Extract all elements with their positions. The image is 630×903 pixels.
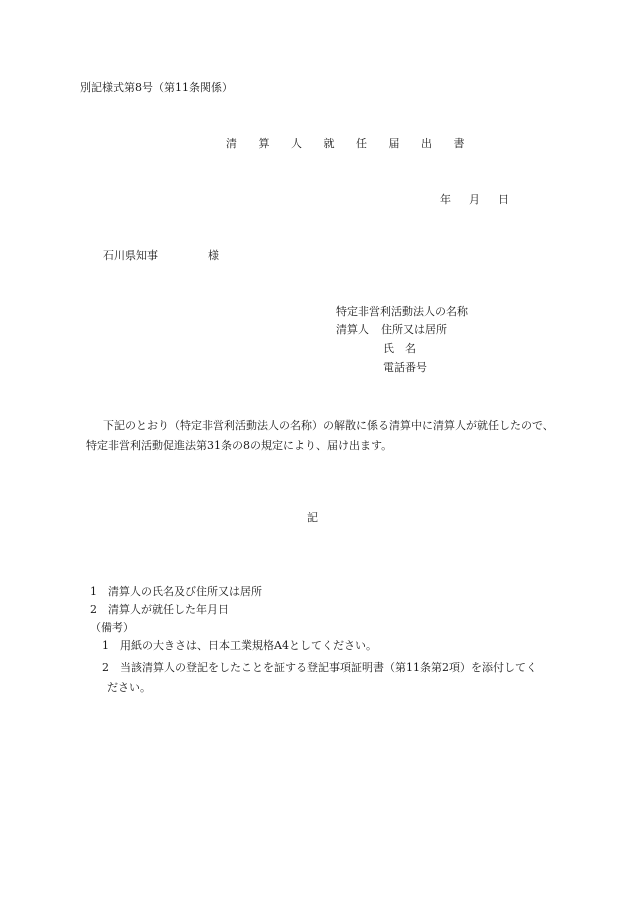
form-number: 別記様式第8号（第11条関係）	[80, 81, 233, 94]
note-text: 用紙の大きさは、日本工業規格A4としてください。	[120, 639, 377, 652]
date-day-label: 日	[498, 193, 509, 206]
address-label: 住所又は居所	[381, 323, 447, 336]
date-month-label: 月	[469, 193, 480, 206]
addressee-honorific: 様	[208, 249, 219, 262]
note-number: 1	[102, 639, 109, 652]
list-item-number: 1	[90, 585, 97, 598]
list-item	[90, 604, 229, 615]
list-item	[90, 586, 262, 597]
note-text-line1: 当該清算人の登記をしたことを証する登記事項証明書（第11条第2項）を添付してく	[120, 661, 537, 674]
phone-label: 電話番号	[383, 361, 427, 374]
ki-heading: 記	[307, 511, 318, 524]
note-item	[102, 640, 377, 651]
note-number: 2	[102, 661, 109, 674]
date-year-label: 年	[440, 193, 451, 206]
date-line	[440, 194, 509, 205]
addressee	[103, 250, 219, 261]
note-text-line2: ださい。	[107, 681, 151, 694]
body-paragraph: 下記のとおり（特定非営利活動法人の名称）の解散に係る清算中に清算人が就任したので、特定非営利活動促進法第31条の8の規定により、届け出ます。	[86, 419, 554, 452]
person-name-label: 氏 名	[383, 342, 416, 355]
liquidator-label: 清算人	[336, 323, 369, 336]
note-item	[102, 658, 552, 698]
list-item-text: 清算人が就任した年月日	[108, 603, 229, 616]
liquidator-address-row	[336, 324, 447, 335]
list-item-text: 清算人の氏名及び住所又は居所	[108, 585, 262, 598]
list-item-number: 2	[90, 603, 97, 616]
document-title: 清 算 人 就 任 届 出 書	[226, 137, 474, 150]
remarks-label: （備考）	[90, 621, 134, 634]
addressee-name: 石川県知事	[103, 249, 158, 262]
corp-name-label: 特定非営利活動法人の名称	[336, 305, 468, 318]
